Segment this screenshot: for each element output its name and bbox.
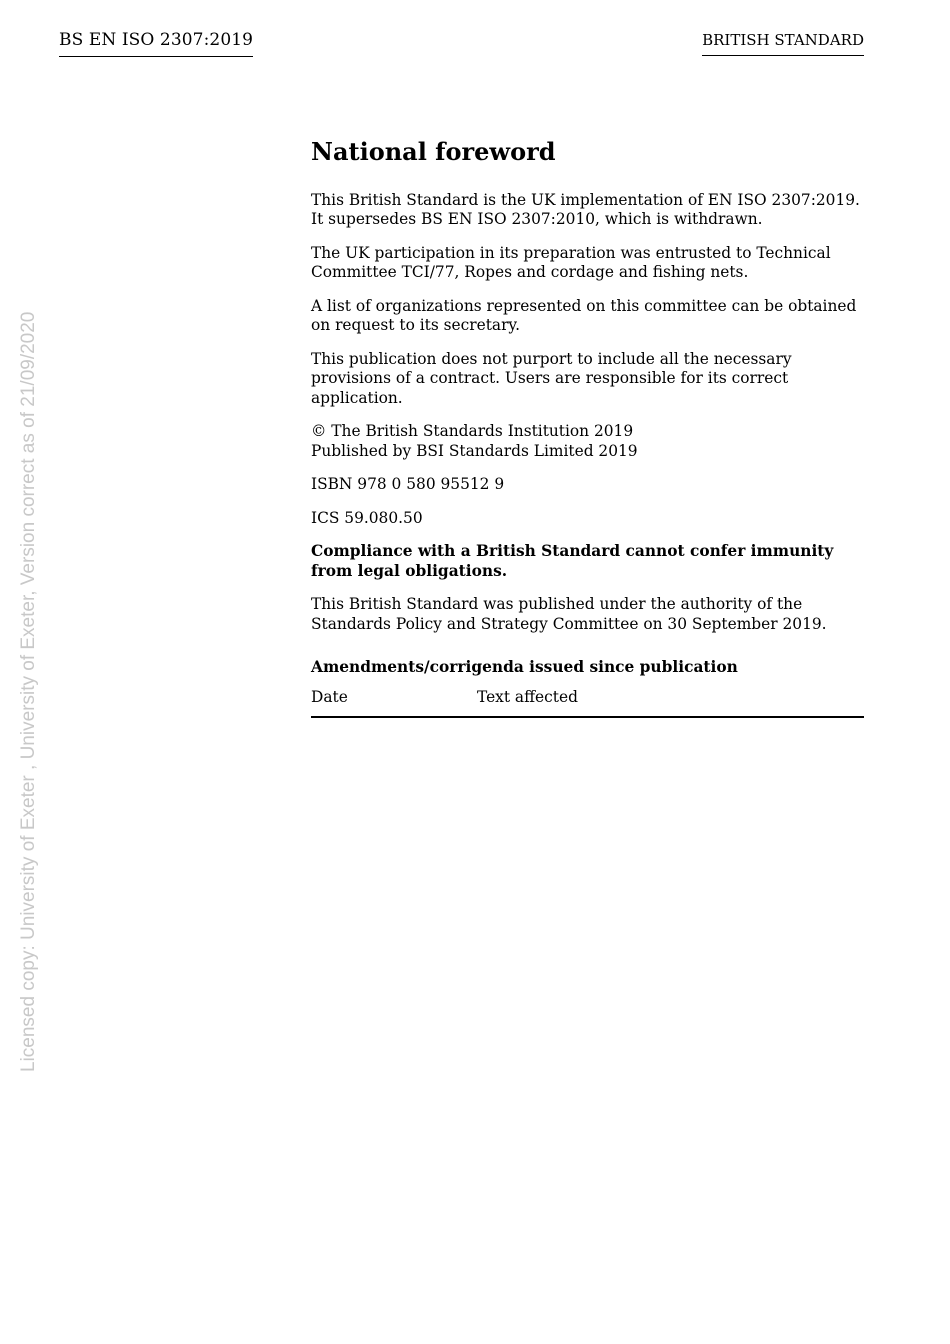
license-watermark: Licensed copy: University of Exeter , University of Exeter, Version correct as of 21/09/2020 <box>18 311 39 1072</box>
committee-paragraph: A list of organizations represented on this committee can be obtained on request to its secretary. <box>311 296 857 335</box>
column-header-date: Date <box>311 688 477 718</box>
series-label: BRITISH STANDARD <box>702 31 864 56</box>
publisher-line: Published by BSI Standards Limited 2019 <box>311 441 638 460</box>
table-header-row <box>311 688 864 718</box>
authority-paragraph: This British Standard was published under the authority of the Standards Policy and Strategy Committee on 30 September 2019. <box>311 595 827 633</box>
amendments-heading: Amendments/corrigenda issued since publication <box>311 658 738 677</box>
compliance-statement: Compliance with a British Standard cannot confer immunity from legal obligations. <box>311 542 834 580</box>
document-id: BS EN ISO 2307:2019 <box>59 30 253 57</box>
copyright-block <box>311 422 864 461</box>
copyright-line: © The British Standards Institution 2019 <box>311 422 634 441</box>
ics-code: ICS 59.080.50 <box>311 508 423 527</box>
column-header-text-affected: Text affected <box>477 688 864 718</box>
national-foreword-section <box>311 138 864 718</box>
provisions-paragraph: This publication does not purport to include all the necessary provisions of a contract. Users are responsible for its correct application. <box>311 349 792 407</box>
amendments-table <box>311 688 864 719</box>
isbn: ISBN 978 0 580 95512 9 <box>311 475 505 494</box>
page-title: National foreword <box>311 137 556 166</box>
implementation-paragraph: This British Standard is the UK implementation of EN ISO 2307:2019. It supersedes BS EN ISO 2307:2010, which is withdrawn. <box>311 190 860 229</box>
participation-paragraph: The UK participation in its preparation was entrusted to Technical Committee TCI/77, Ropes and cordage and fishing nets. <box>311 243 831 282</box>
